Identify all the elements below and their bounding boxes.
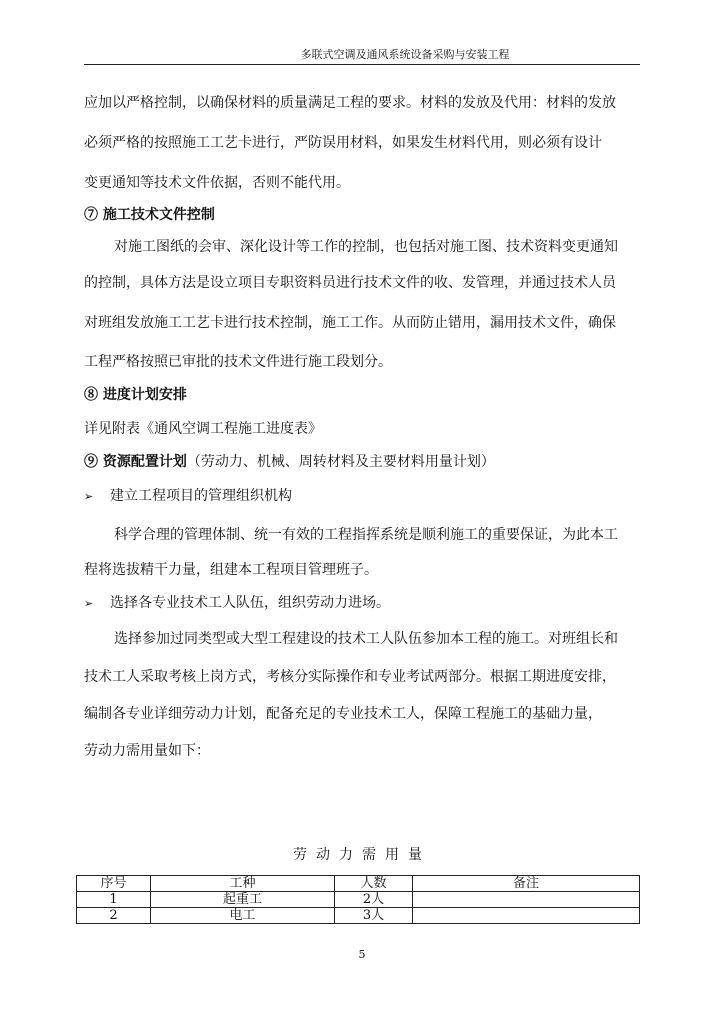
heading-7: ⑦ 施工技术文件控制	[84, 207, 215, 223]
paragraph-line: 应加以严格控制，以确保材料的质量满足工程的要求。材料的发放及代用：材料的发放	[84, 95, 616, 111]
table-cell: 起重工	[151, 892, 335, 908]
table-row	[77, 892, 640, 908]
heading-9-title: ⑨ 资源配置计划	[84, 454, 187, 470]
page-header	[84, 48, 640, 65]
table-cell: 1	[77, 892, 151, 908]
paragraph-line: 对施工图纸的会审、深化设计等工作的控制，也包括对施工图、技术资料变更通知	[114, 239, 618, 255]
paragraph-line: 编制各专业详细劳动力计划，配备充足的专业技术工人，保障工程施工的基础力量，	[84, 706, 602, 722]
paragraph-line: 变更通知等技术文件依据，否则不能代用。	[84, 175, 350, 191]
paragraph-line: 技术工人采取考核上岗方式，考核分实际操作和专业考试两部分。根据工期进度安排，	[84, 669, 616, 685]
paragraph-line: 程将选拔精干力量，组建本工程项目管理班子。	[84, 562, 378, 578]
arrow-bullet-icon: ➢	[84, 490, 94, 503]
paragraph-line: 科学合理的管理体制、统一有效的工程指挥系统是顺利施工的重要保证，为此本工	[114, 527, 618, 543]
table-cell: 2人	[335, 892, 413, 908]
paragraph-line: 必须严格的按照施工工艺卡进行，严防误用材料，如果发生材料代用，则必须有设计	[84, 135, 602, 151]
bullet-item	[84, 593, 644, 614]
paragraph-line: 选择参加过同类型或大型工程建设的技术工人队伍参加本工程的施工。对班组长和	[114, 631, 618, 647]
paragraph-line: 的控制，具体方法是设立项目专职资料员进行技术文件的收、发管理，并通过技术人员	[84, 275, 616, 291]
table-cell: 电工	[151, 908, 335, 924]
table-cell	[413, 892, 640, 908]
table-title: 劳动力需用量	[293, 847, 431, 863]
paragraph-line: 详见附表《通风空调工程施工进度表》	[84, 421, 322, 437]
table-cell	[413, 908, 640, 924]
header-title: 多联式空调及通风系统设备采购与安装工程	[300, 48, 510, 61]
table-header-cell: 人数	[335, 876, 413, 892]
bullet-item	[84, 486, 644, 507]
heading-9-note: （劳动力、机械、周转材料及主要材料用量计划）	[186, 454, 495, 470]
table-cell: 2	[77, 908, 151, 924]
bullet-text: 选择各专业技术工人队伍，组织劳动力进场。	[110, 595, 390, 611]
bullet-text: 建立工程项目的管理组织机构	[110, 488, 292, 504]
table-header-cell: 序号	[77, 876, 151, 892]
table-header-row	[77, 876, 640, 892]
paragraph-line: 工程严格按照已审批的技术文件进行施工段划分。	[84, 354, 392, 370]
heading-9	[84, 452, 644, 472]
table-header-cell: 工种	[151, 876, 335, 892]
heading-8: ⑧ 进度计划安排	[84, 387, 187, 403]
arrow-bullet-icon: ➢	[84, 597, 94, 610]
table-cell: 3人	[335, 908, 413, 924]
table-header-cell: 备注	[413, 876, 640, 892]
paragraph-line: 对班组发放施工工艺卡进行技术控制，施工工作。从而防止错用，漏用技术文件，确保	[84, 315, 616, 331]
page-number: 5	[358, 948, 366, 961]
table-row	[77, 908, 640, 924]
labor-table	[76, 875, 640, 924]
paragraph-line: 劳动力需用量如下：	[84, 743, 210, 759]
